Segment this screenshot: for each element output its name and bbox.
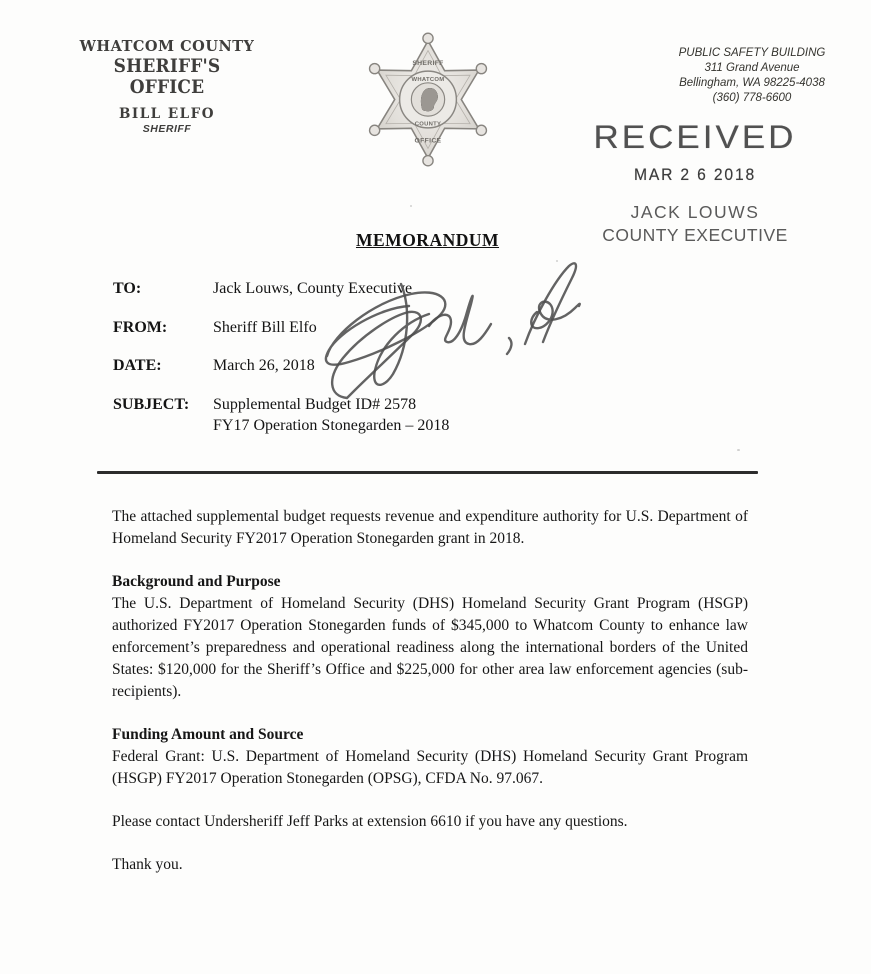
field-label-subject: SUBJECT: (113, 395, 190, 413)
intro-paragraph: The attached supplemental budget requests revenue and expenditure authority for U.S. Department of Homeland Security FY2017 Operation Stonegarden grant in 2018. (112, 508, 748, 547)
star-tip-ball (476, 64, 486, 74)
field-label-from: FROM: (113, 318, 168, 336)
signature-stroke (326, 292, 445, 364)
received-stamp (555, 118, 835, 246)
badge-text-office: OFFICE (414, 137, 442, 145)
section-heading-background: Background and Purpose (112, 573, 281, 590)
field-value-to: Jack Louws, County Executive (213, 280, 413, 297)
stamp-recipient-name: JACK LOUWS (630, 202, 760, 222)
stamp-recipient-title: COUNTY EXECUTIVE (602, 225, 788, 245)
field-value-from: Sheriff Bill Elfo (213, 318, 317, 336)
scan-speck (556, 260, 558, 262)
field-label-to: TO: (113, 280, 142, 297)
letterhead-office: SHERIFF'S OFFICE (113, 56, 221, 98)
field-value-date: March 26, 2018 (213, 357, 315, 374)
memo-title-wrap (0, 230, 855, 251)
subject-line-2: FY17 Operation Stonegarden – 2018 (213, 416, 450, 434)
letterhead-address (642, 46, 862, 106)
address-city: Bellingham, WA 98225-4038 (679, 77, 825, 89)
star-tip-ball (423, 156, 433, 166)
sheriff-star-badge-icon (361, 28, 495, 170)
scan-speck (410, 205, 412, 207)
badge-svg (361, 28, 495, 170)
signature-stroke (429, 296, 491, 344)
letterhead-left (72, 38, 262, 135)
contact-paragraph: Please contact Undersheriff Jeff Parks at extension 6610 if you have any questions. (112, 813, 628, 830)
divider-rule (97, 471, 758, 474)
address-street: 311 Grand Avenue (704, 62, 800, 74)
badge-text-whatcom: WHATCOM (411, 76, 445, 83)
star-tip-ball (370, 125, 380, 135)
handwritten-signature (313, 250, 613, 412)
received-stamp-date: MAR 2 6 2018 (633, 165, 757, 184)
address-phone: (360) 778-6600 (712, 92, 792, 104)
letterhead-sheriff-title: SHERIFF (142, 123, 192, 135)
address-building: PUBLIC SAFETY BUILDING (678, 47, 826, 59)
star-tip-ball (370, 64, 380, 74)
badge-text-sheriff: SHERIFF (412, 60, 444, 68)
signature-stroke (374, 284, 429, 385)
memo-title: MEMORANDUM (355, 230, 500, 250)
letterhead-sheriff-name: BILL ELFO (118, 106, 216, 122)
star-tip-ball (423, 33, 433, 43)
closing-paragraph: Thank you. (112, 856, 183, 873)
background-paragraph: The U.S. Department of Homeland Security (DHS) Homeland Security Grant Program (HSGP) authorized FY2017 Operation Stonegarden funds of $345,000 to Whatcom County to enhance law enforcement’s preparedness and operational readiness along the international borders of the United States: $120,000 for the Sheriff’s Office and $225,000 for other area law enforcement agencies (sub-recipients). (112, 595, 748, 700)
funding-paragraph: Federal Grant: U.S. Department of Homeland Security (DHS) Homeland Security Grant Program (HSGP) FY2017 Operation Stonegarden (OPSG), CFDA No. 97.067. (112, 748, 748, 787)
memo-body (112, 506, 748, 876)
badge-text-county: COUNTY (414, 121, 442, 128)
section-heading-funding: Funding Amount and Source (112, 726, 304, 743)
signature-stroke (507, 338, 511, 354)
scan-speck (737, 449, 740, 451)
letterhead-county: WHATCOM COUNTY (79, 37, 255, 56)
star-tip-ball (476, 125, 486, 135)
subject-line-1: Supplemental Budget ID# 2578 (213, 395, 417, 413)
received-stamp-text: RECEIVED (593, 119, 797, 156)
field-label-date: DATE: (113, 357, 162, 374)
